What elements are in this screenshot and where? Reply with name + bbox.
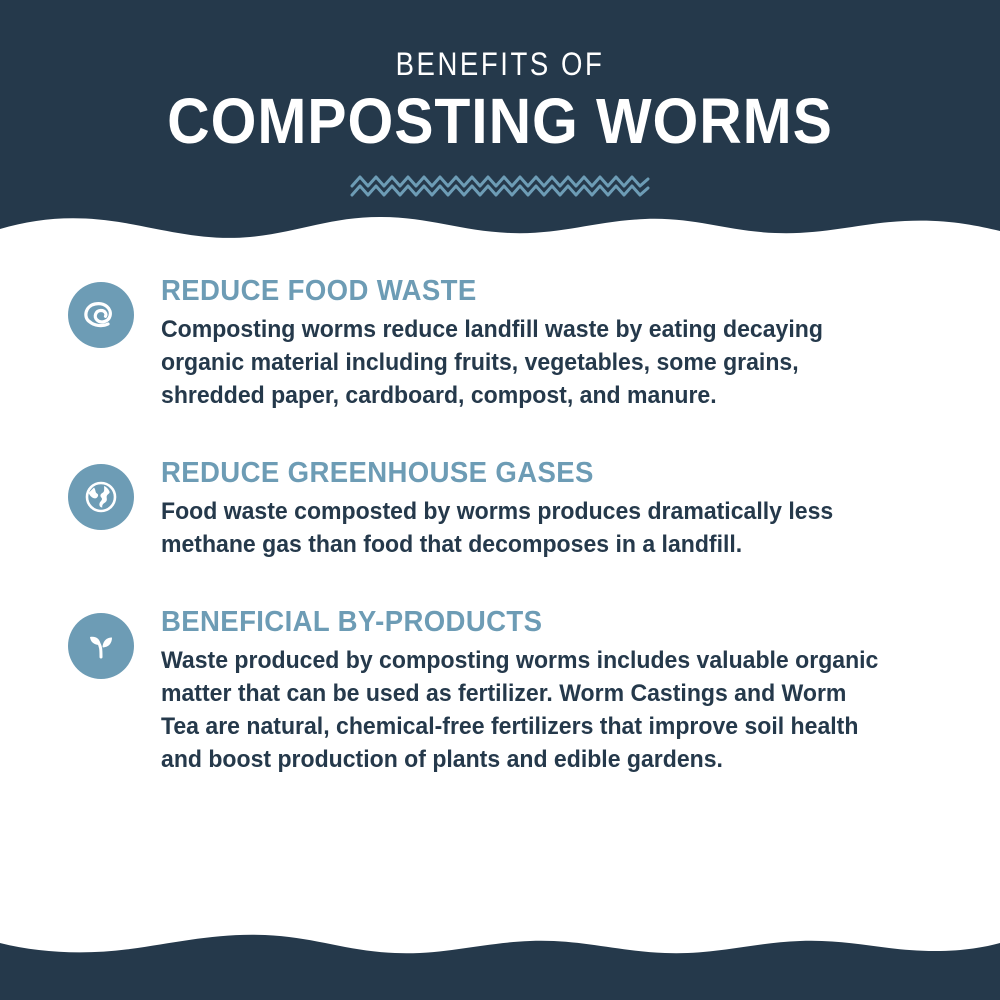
benefit-text-block — [161, 605, 915, 776]
benefit-item-reduce-greenhouse-gases — [0, 456, 1000, 561]
header-content — [0, 0, 1000, 199]
page-title: COMPOSTING WORMS — [167, 85, 833, 157]
benefit-title: REDUCE FOOD WASTE — [161, 275, 477, 307]
benefit-text-block — [161, 456, 915, 561]
sprout-leaf-icon — [68, 613, 134, 679]
benefit-body: Food waste composted by worms produces dramatically less methane gas than food that decomposes in a landfill. — [161, 498, 834, 558]
globe-icon — [68, 464, 134, 530]
header-banner — [0, 0, 1000, 250]
benefit-item-beneficial-by-products — [0, 605, 1000, 776]
spiral-worm-icon — [68, 282, 134, 348]
header-wave-edge — [0, 211, 1000, 250]
benefit-item-reduce-food-waste — [0, 274, 1000, 412]
header-kicker: BENEFITS OF — [395, 46, 605, 82]
benefits-list — [0, 274, 1000, 820]
benefit-body: Waste produced by composting worms includes valuable organic matter that can be used as fertilizer. Worm Castings and Worm Tea are natural, chemical-free fertilizers that improve soil health and boost production of plants and edible gardens. — [161, 647, 879, 773]
footer-banner — [0, 930, 1000, 1000]
benefit-title: REDUCE GREENHOUSE GASES — [161, 457, 594, 489]
benefit-body: Composting worms reduce landfill waste by eating decaying organic material including fruits, vegetables, some grains, shredded paper, cardboard, compost, and manure. — [161, 316, 823, 409]
benefit-text-block — [161, 274, 915, 412]
zigzag-squiggle-divider-icon — [0, 173, 1000, 199]
benefit-title: BENEFICIAL BY-PRODUCTS — [161, 606, 543, 638]
footer-wave-edge — [0, 929, 1000, 961]
